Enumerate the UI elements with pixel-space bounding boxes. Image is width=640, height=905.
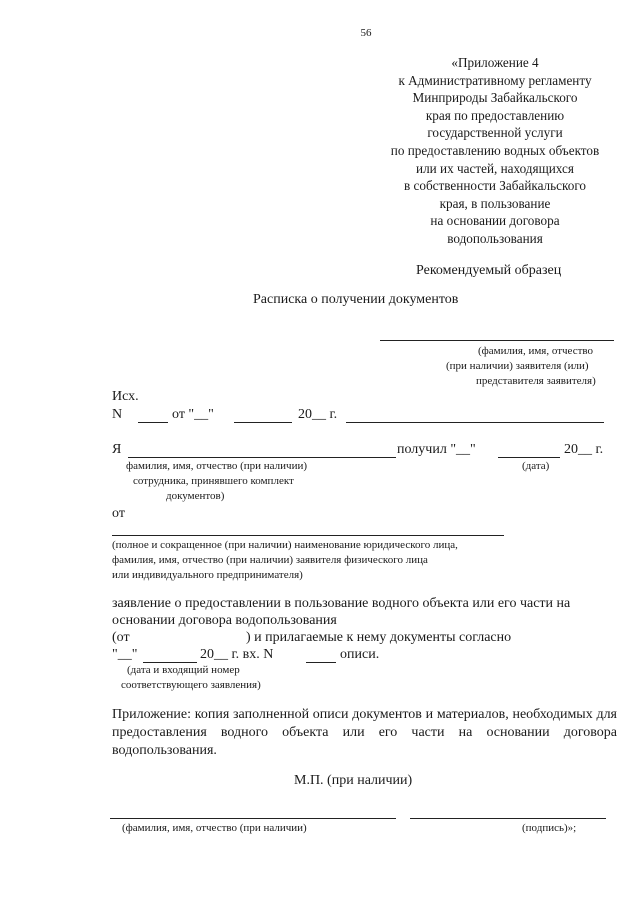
signature-caption: (подпись)»;	[522, 822, 577, 834]
appendix-line: по предоставлению водных объектов	[390, 142, 600, 158]
appendix-line: к Административному регламенту	[398, 72, 592, 88]
recipient-caption-2: (при наличии) заявителя (или)	[446, 360, 589, 372]
recipient-caption-1: (фамилия, имя, отчество	[478, 345, 594, 357]
date-caption: (дата)	[522, 460, 550, 472]
application-line-3-open: (от	[112, 630, 130, 645]
appendix-header	[360, 54, 630, 248]
outgoing-label: Исх.	[112, 389, 139, 404]
receipt-month-field[interactable]	[498, 457, 560, 458]
receipt-year-label: 20__ г.	[564, 442, 604, 457]
appendix-line: «Приложение 4	[451, 55, 539, 70]
appendix-line: или их частей, находящихся	[416, 160, 574, 176]
receipt-i-label: Я	[112, 442, 122, 457]
employee-caption-1: фамилия, имя, отчество (при наличии)	[126, 460, 308, 472]
inventory-number-field[interactable]	[306, 662, 336, 663]
application-line-4-quote: "__"	[112, 647, 138, 662]
receipt-received-label: получил "__"	[397, 442, 476, 457]
employee-caption-3: документов)	[166, 490, 225, 502]
sample-label: Рекомендуемый образец	[416, 263, 562, 278]
application-line-4-rest: 20__ г. вх. N	[200, 647, 274, 662]
outgoing-year-label: 20__ г.	[298, 407, 338, 422]
outgoing-extra-field[interactable]	[346, 422, 604, 423]
appendix-line: водопользования	[447, 230, 543, 246]
stamp-label: М.П. (при наличии)	[294, 773, 413, 788]
appendix-line: на основании договора	[430, 213, 560, 229]
employee-caption-2: сотрудника, принявшего комплект	[133, 475, 294, 487]
appendix-line: края, в пользование	[439, 195, 551, 211]
page-number: 56	[360, 27, 372, 39]
application-line-3-rest: ) и прилагаемые к нему документы согласно	[246, 630, 512, 645]
document-title: Расписка о получении документов	[253, 292, 459, 307]
appendix-line: Минприроды Забайкальского	[412, 90, 578, 106]
applicant-caption-3: или индивидуального предпринимателя)	[112, 569, 303, 581]
signature-name-caption: (фамилия, имя, отчество (при наличии)	[122, 822, 307, 834]
applicant-caption-2: фамилия, имя, отчество (при наличии) заявителя физического лица	[112, 554, 428, 566]
signature-line[interactable]	[410, 818, 606, 819]
applicant-caption-1: (полное и сокращенное (при наличии) наименование юридического лица,	[112, 539, 458, 551]
signature-name-line[interactable]	[110, 818, 396, 819]
appendix-line: края по предоставлению	[425, 107, 565, 123]
employee-name-field[interactable]	[128, 457, 396, 458]
date-number-caption-2: соответствующего заявления)	[121, 679, 261, 691]
recipient-line	[380, 340, 614, 341]
outgoing-month-field[interactable]	[234, 422, 292, 423]
from-label: от	[112, 506, 125, 521]
date-number-caption-1: (дата и входящий номер	[127, 664, 240, 676]
outgoing-number-field[interactable]	[138, 422, 168, 423]
applicant-name-field[interactable]	[112, 535, 504, 536]
attachment-paragraph: Приложение: копия заполненной описи документов и материалов, необходимых для предоставления водного объекта или его части на основании договора водопользования.	[112, 707, 617, 758]
application-line-4-end: описи.	[340, 647, 380, 662]
application-line-1: заявление о предоставлении в пользование водного объекта или его части на	[112, 596, 571, 611]
appendix-line: в собственности Забайкальского	[403, 178, 587, 194]
application-month-field[interactable]	[143, 662, 197, 663]
outgoing-from-label: от "__"	[172, 407, 214, 422]
appendix-line: государственной услуги	[427, 125, 563, 141]
outgoing-n-label: N	[112, 407, 123, 422]
recipient-caption-3: представителя заявителя)	[476, 375, 596, 387]
application-line-2: основании договора водопользования	[112, 613, 337, 628]
